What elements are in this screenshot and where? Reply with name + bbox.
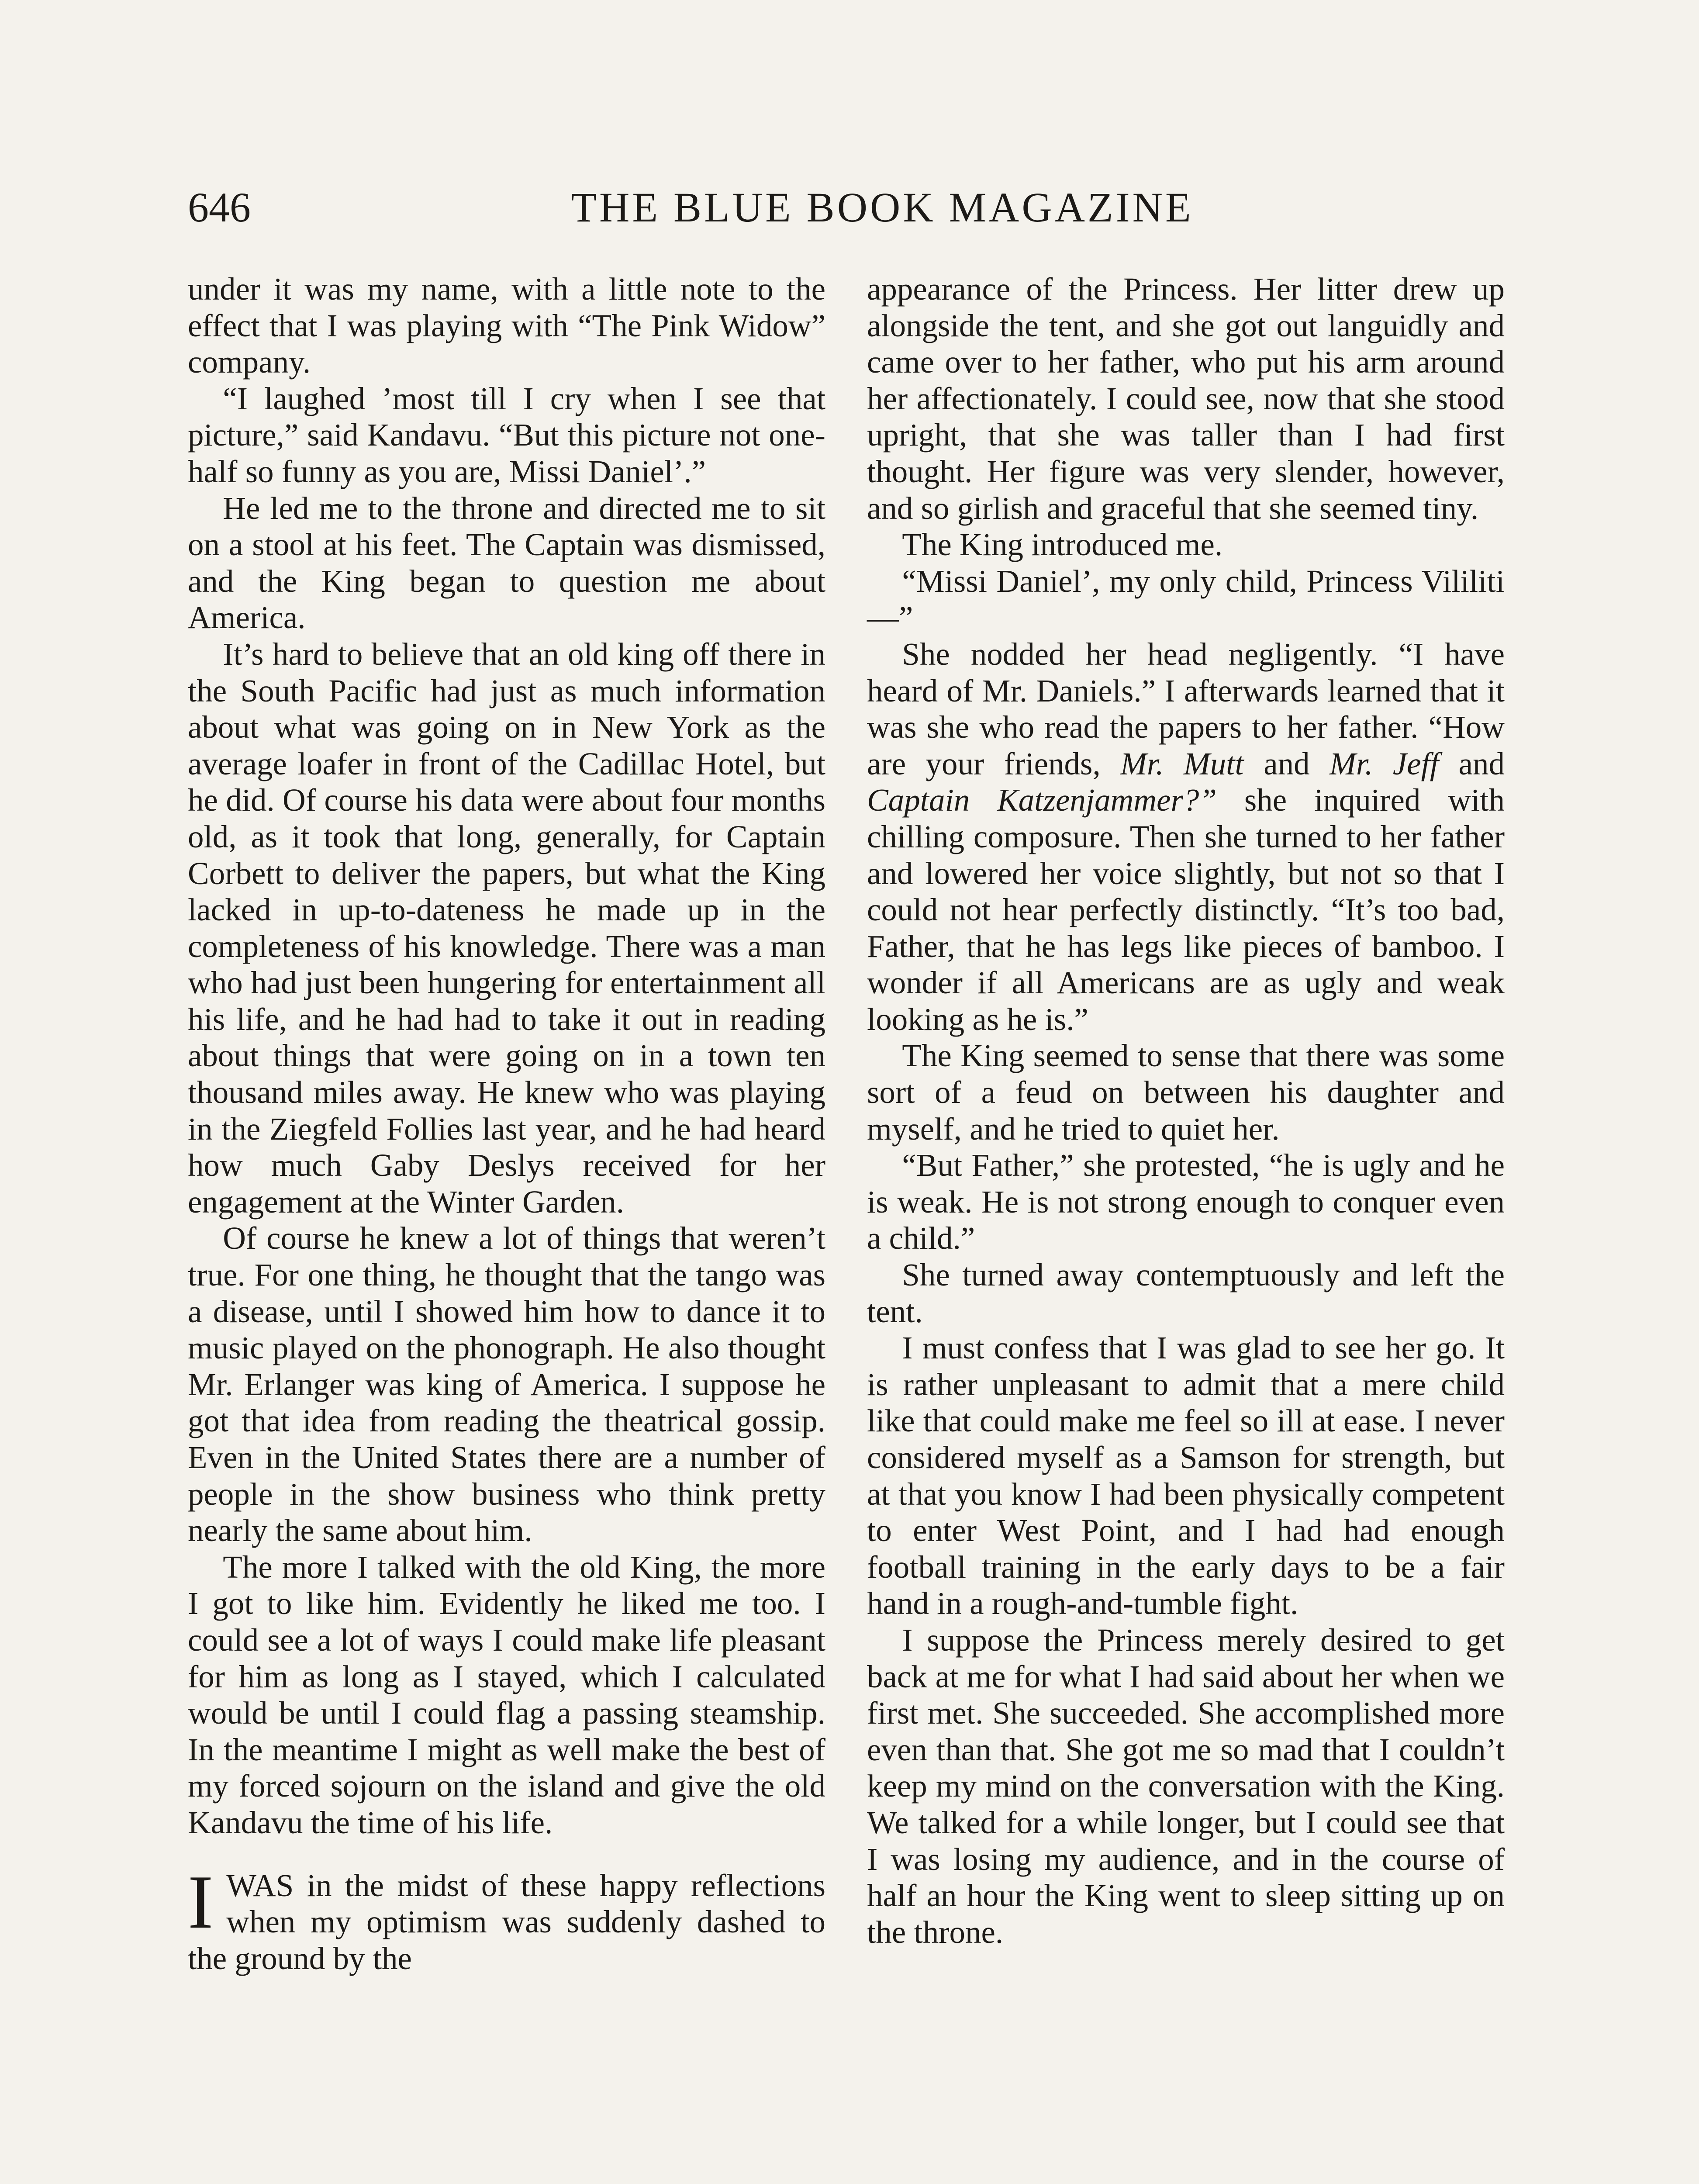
magazine-title: THE BLUE BOOK MAGAZINE — [571, 184, 1194, 231]
dropcap-paragraph — [188, 1859, 825, 1977]
page-header — [188, 175, 1524, 240]
paragraph: Of course he knew a lot of things that weren’t true. For one thing, he thought that the tango was a disease, until I showed him how to dance it to music played on the phonograph. He also thought Mr. Erlanger was king of America. I suppose he got that idea from reading the theatrical gossip. Even in the United States there are a number of people in the show business who think pretty nearly the same about him. — [188, 1220, 825, 1548]
paragraph: I must confess that I was glad to see her go. It is rather unpleasant to admit that a mere child like that could make me feel so ill at ease. I never considered myself as a Samson for strength, but at that you know I had been physically competent to enter West Point, and I had had enough football training in the early days to be a fair hand in a rough-and-tumble fight. — [867, 1330, 1505, 1621]
paragraph: “I laughed ’most till I cry when I see that picture,” said Kandavu. “But this picture not one-half so funny as you are, Missi Daniel’.” — [188, 380, 825, 489]
left-column — [188, 271, 825, 1977]
paragraph — [867, 636, 1505, 1038]
drop-cap-initial: I — [188, 1859, 214, 1944]
paragraph: The King seemed to sense that there was some sort of a feud on between his daughter and myself, and he tried to quiet her. — [867, 1038, 1505, 1147]
page-number: 646 — [188, 184, 251, 231]
text-run: and — [1439, 746, 1505, 781]
italic-name: Captain Katzenjammer?” — [867, 782, 1217, 818]
dropcap-paragraph-text: WAS in the midst of these happy reflections when my optimism was suddenly dashed to the ground by the — [188, 1867, 825, 1976]
paragraph: “But Father,” she protested, “he is ugly and he is weak. He is not strong enough to conquer even a child.” — [867, 1147, 1505, 1256]
text-run: and — [1243, 746, 1330, 781]
paragraph: The more I talked with the old King, the more I got to like him. Evidently he liked me too. I could see a lot of ways I could make life pleasant for him as long as I stayed, which I calculated would be until I could flag a passing steamship. In the meantime I might as well make the best of my forced sojourn on the island and give the old Kandavu the time of his life. — [188, 1549, 825, 1840]
text-run: She nodded her head negligently. “I have heard of Mr. Daniels.” I afterwards learned that it was she who read the papers to her father. “How are your friends, — [867, 636, 1505, 781]
paragraph: “Missi Daniel’, my only child, Princess Vililiti—” — [867, 563, 1505, 636]
paragraph: She turned away contemptuously and left the tent. — [867, 1257, 1505, 1329]
paragraph: It’s hard to believe that an old king off there in the South Pacific had just as much information about what was going on in New York as the average loafer in front of the Cadillac Hotel, but he did. Of course his data were about four months old, as it took that long, generally, for Captain Corbett to deliver the papers, but what the King lacked in up-to-dateness he made up in the completeness of his knowledge. There was a man who had just been hungering for entertainment all his life, and he had had to take it out in reading about things that were going on in a town ten thousand miles away. He knew who was playing in the Ziegfeld Follies last year, and he had heard how much Gaby Deslys received for her engagement at the Winter Garden. — [188, 636, 825, 1220]
paragraph: under it was my name, with a little note to the effect that I was playing with “The Pink Widow” company. — [188, 271, 825, 380]
italic-name: Mr. Jeff — [1330, 746, 1439, 781]
italic-name: Mr. Mutt — [1120, 746, 1244, 781]
paragraph: I suppose the Princess merely desired to get back at me for what I had said about her when we first met. She succeeded. She accomplished more even than that. She got me so mad that I couldn’t keep my mind on the conversation with the King. We talked for a while longer, but I could see that I was losing my audience, and in the course of half an hour the King went to sleep sitting up on the throne. — [867, 1622, 1505, 1950]
paragraph: He led me to the throne and directed me to sit on a stool at his feet. The Captain was dismissed, and the King began to question me about America. — [188, 490, 825, 636]
paragraph: appearance of the Princess. Her litter drew up alongside the tent, and she got out languidly and came over to her father, who put his arm around her affectionately. I could see, now that she stood upright, that she was taller than I had first thought. Her figure was very slender, however, and so girlish and graceful that she seemed tiny. — [867, 271, 1505, 526]
right-column — [867, 271, 1505, 1950]
text-run: she inquired with chilling composure. Then she turned to her father and lowered her voice slightly, but not so that I could not hear perfectly distinctly. “It’s too bad, Father, that he has legs like pieces of bamboo. I wonder if all Americans are as ugly and weak looking as he is.” — [867, 782, 1505, 1037]
paragraph: The King introduced me. — [902, 527, 1223, 563]
